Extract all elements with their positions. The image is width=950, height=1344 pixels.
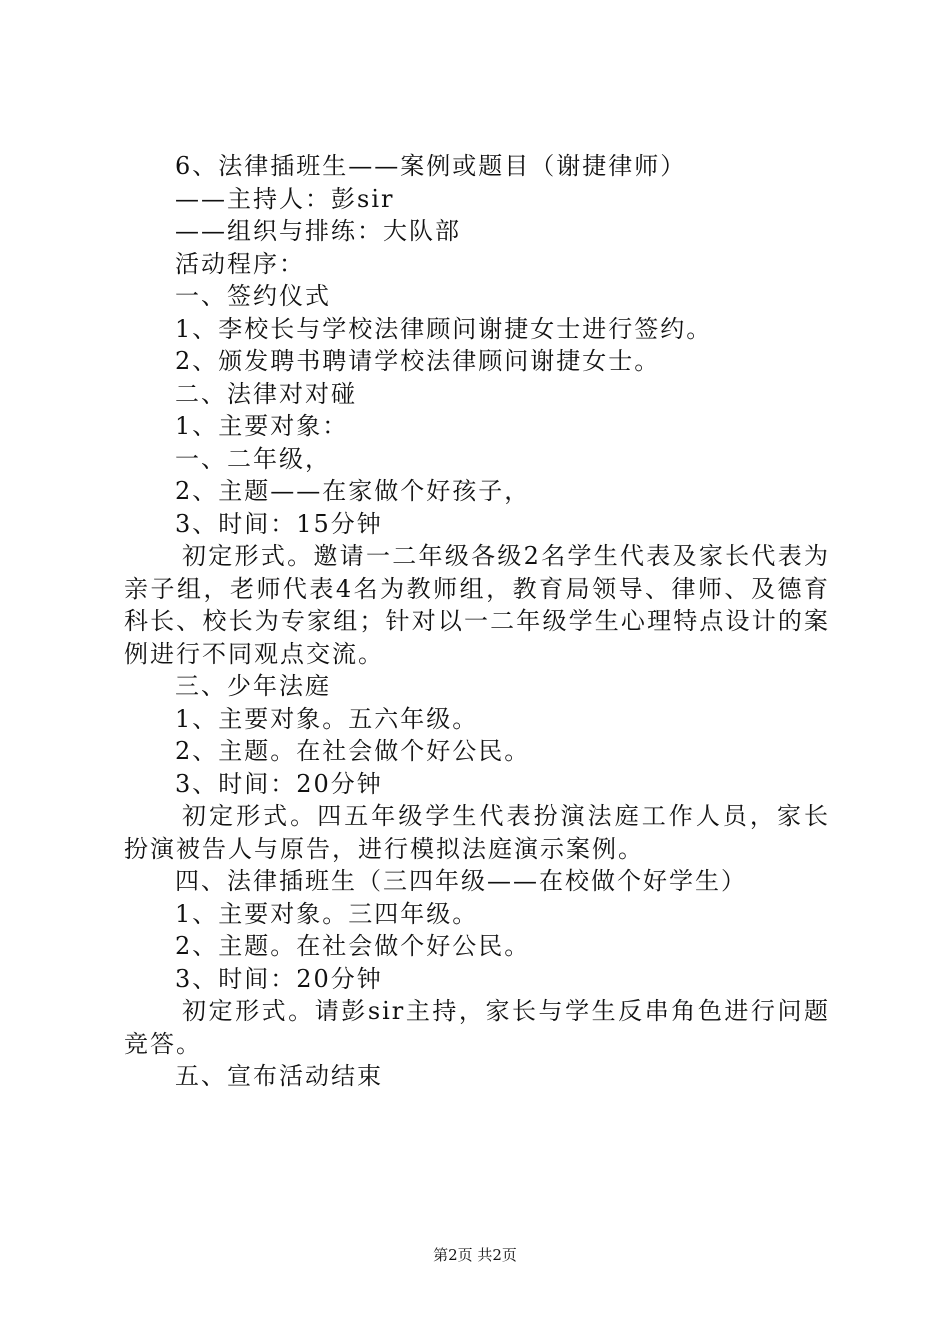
section-heading: 四、法律插班生（三四年级——在校做个好学生） [175,867,747,895]
text-line: 1、李校长与学校法律顾问谢捷女士进行签约。 [175,314,713,343]
paragraph: 初定形式。请彭sir主持，家长与学生反串角色进行问题竞答。 [124,997,830,1058]
section-heading: 一、签约仪式 [175,282,331,310]
text-line: 1、主要对象。五六年级。 [175,704,479,733]
paragraph: 初定形式。四五年级学生代表扮演法庭工作人员，家长扮演被告人与原告，进行模拟法庭演示案例。 [124,802,830,863]
text-line: 3、时间：20分钟 [175,769,383,798]
text-line: 3、时间：15分钟 [175,509,383,538]
text-line: ——组织与排练：大队部 [175,217,461,245]
text-line: ——主持人：彭sir [175,184,395,213]
text-line: 1、主要对象。三四年级。 [175,899,479,928]
text-line: 6、法律插班生——案例或题目（谢捷律师） [175,152,687,180]
paragraph: 初定形式。邀请一二年级各级2名学生代表及家长代表为亲子组，老师代表4名为教师组，教育局领导、律师、及德育科长、校长为专家组；针对以一二年级学生心理特点设计的案例进行不同观点交流。 [124,542,830,668]
text-line: 2、颁发聘书聘请学校法律顾问谢捷女士。 [175,347,661,375]
document-body [124,150,830,1093]
text-line: 2、主题。在社会做个好公民。 [175,932,531,960]
text-line: 1、主要对象： [175,412,349,440]
text-line: 3、时间：20分钟 [175,964,383,993]
text-line: 活动程序： [175,249,305,278]
section-heading: 二、法律对对碰 [175,379,357,408]
text-line: 2、主题。在社会做个好公民。 [175,737,531,765]
section-heading: 五、宣布活动结束 [175,1062,383,1090]
page-number: 第2页 共2页 [433,1246,517,1264]
text-line: 2、主题——在家做个好孩子， [175,477,531,505]
section-heading: 三、少年法庭 [175,672,331,700]
text-line: 一、二年级， [175,444,331,473]
